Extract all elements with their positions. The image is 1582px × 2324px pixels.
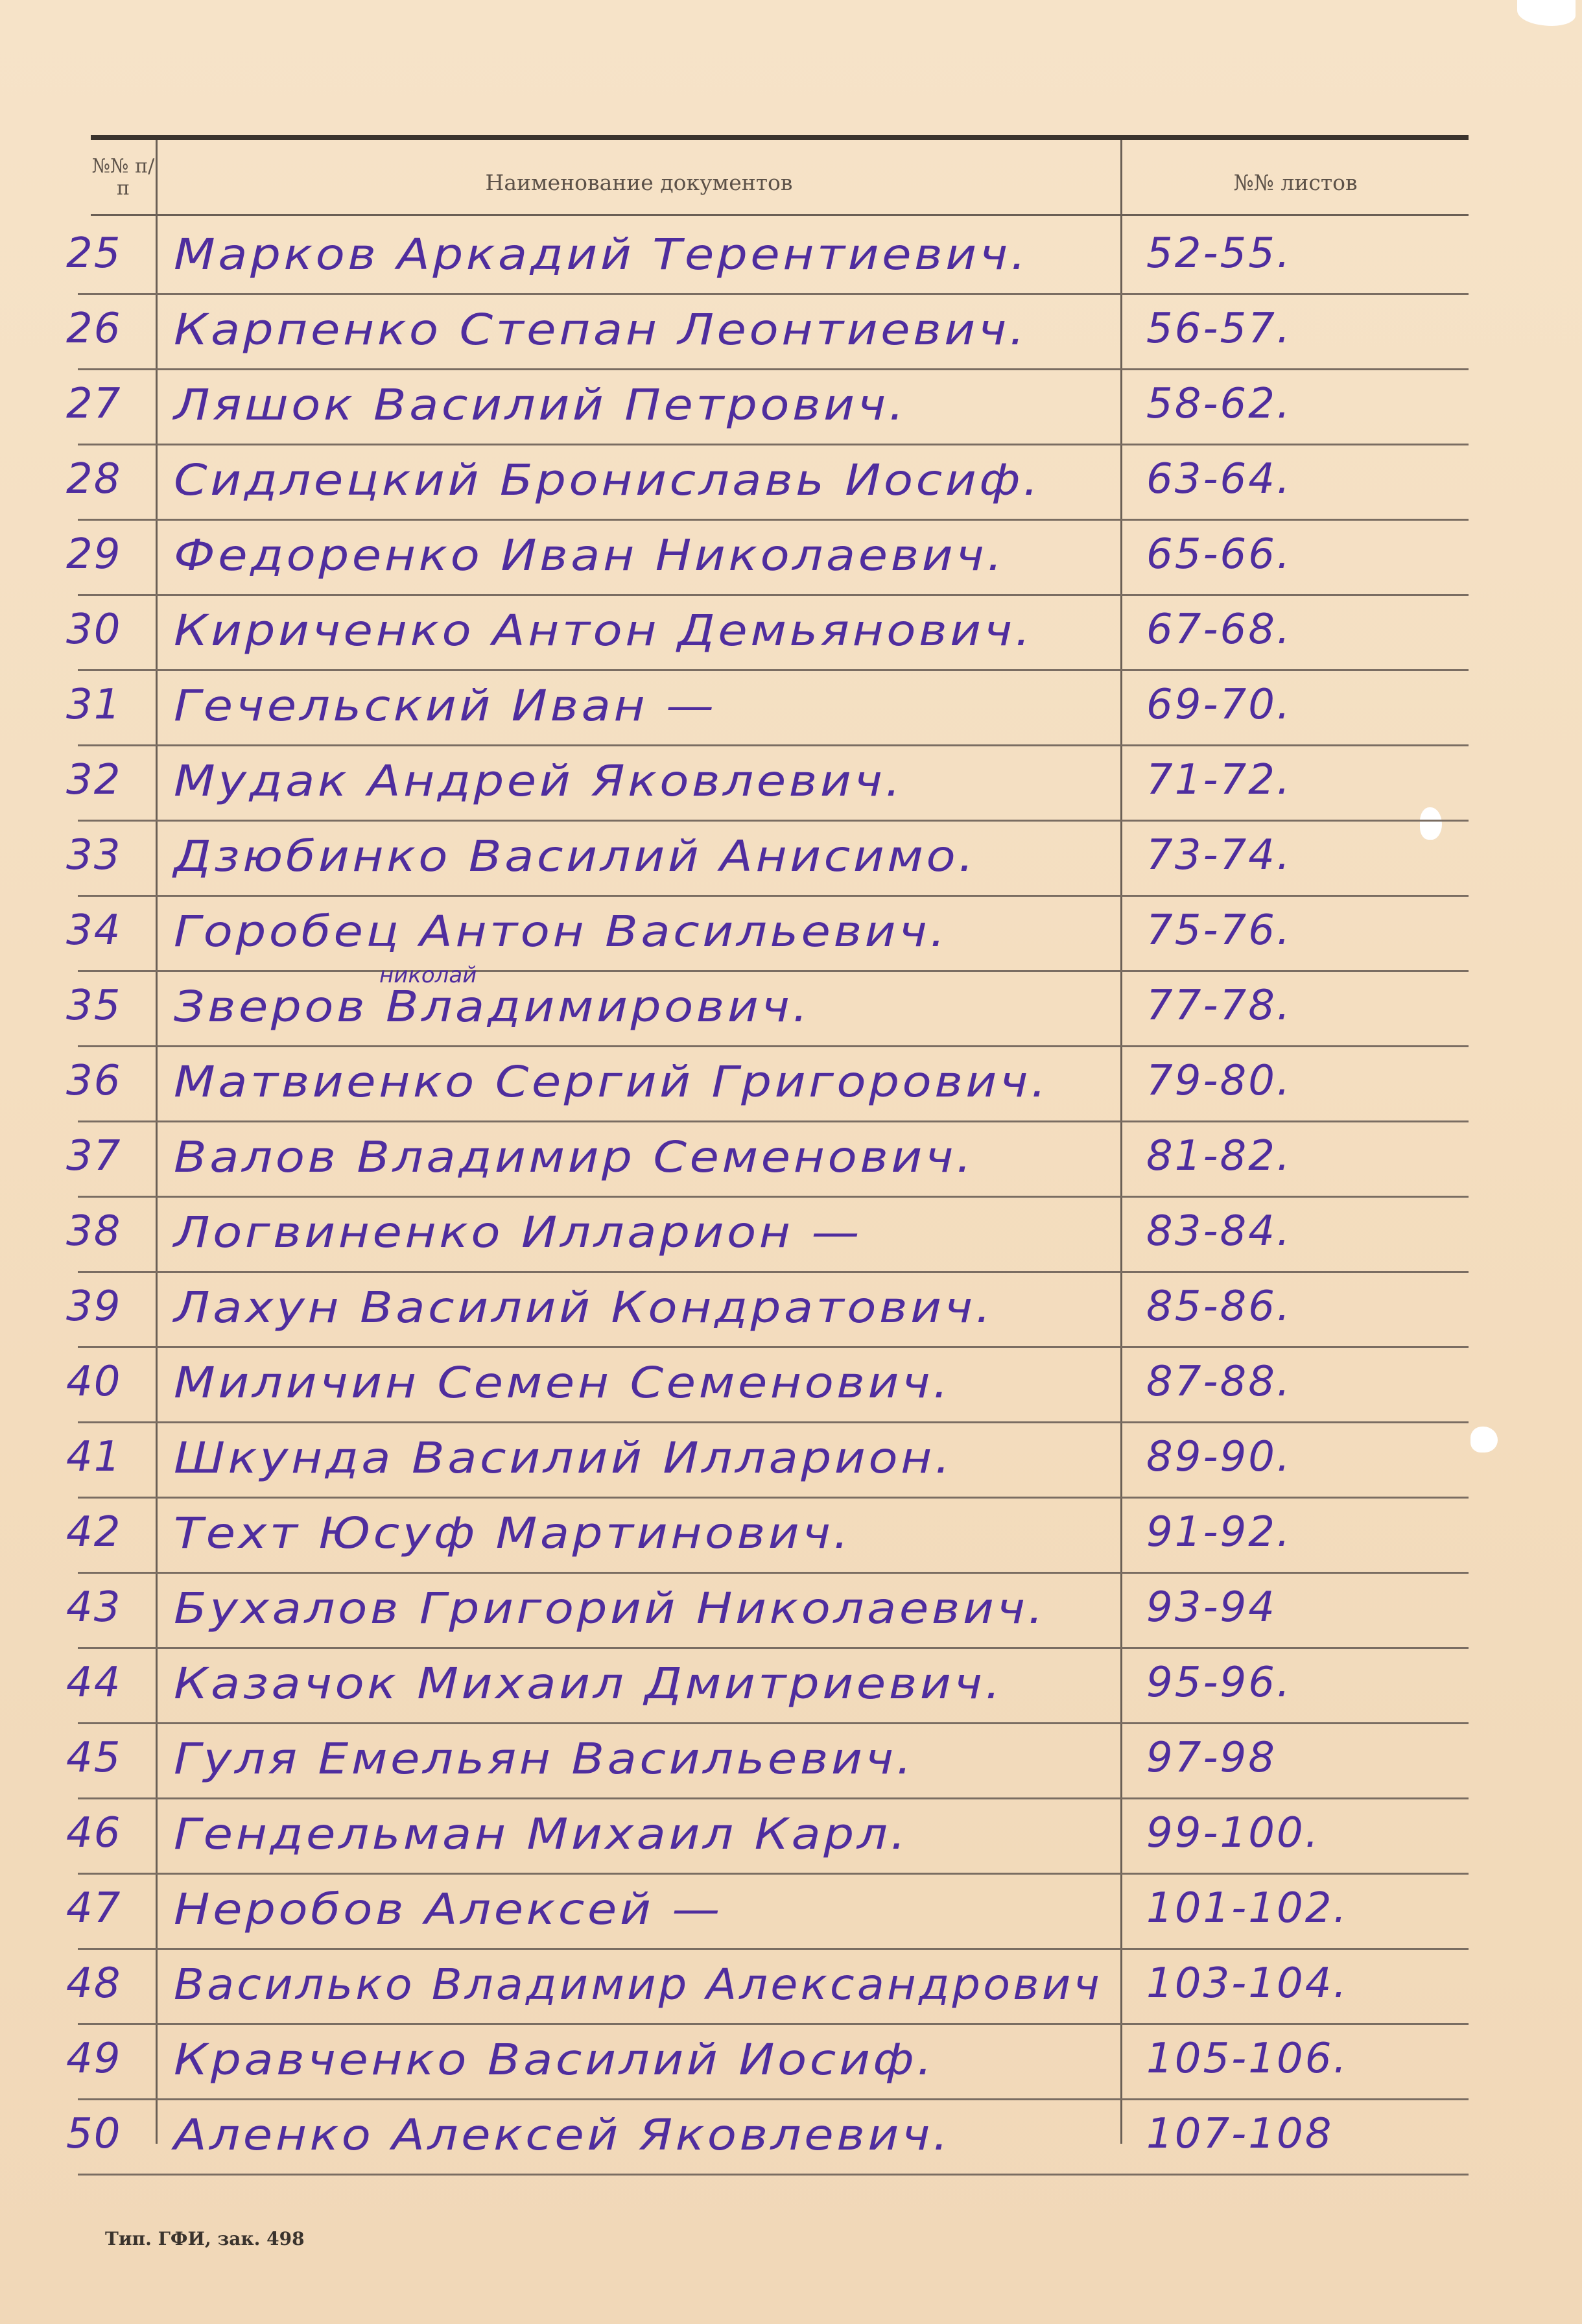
row-document-name: Аленко Алексей Яковлевич. xyxy=(174,2110,951,2160)
row-sheet-range: 79-80. xyxy=(1146,1057,1292,1105)
row-document-name: Ляшок Василий Петрович. xyxy=(174,380,907,430)
table-row xyxy=(0,1123,1582,1198)
row-rule xyxy=(78,1948,156,1950)
row-number: 32 xyxy=(66,756,122,804)
table-row xyxy=(0,220,1582,296)
row-rule xyxy=(156,1572,1469,1574)
row-sheet-range: 58-62. xyxy=(1146,380,1292,428)
row-rule xyxy=(156,1797,1469,1799)
row-sheet-range: 63-64. xyxy=(1146,455,1292,503)
row-number: 33 xyxy=(66,831,122,879)
table-header-rule xyxy=(91,214,1469,216)
row-document-name: Гендельман Михаил Карл. xyxy=(174,1809,909,1859)
row-number: 36 xyxy=(66,1057,122,1105)
table-row xyxy=(0,521,1582,597)
table-row xyxy=(0,822,1582,897)
row-rule xyxy=(78,594,156,596)
table-row xyxy=(0,1650,1582,1725)
row-rule xyxy=(78,1120,156,1122)
table-row xyxy=(0,2101,1582,2176)
insertion-note: николай xyxy=(379,962,477,988)
row-rule xyxy=(156,368,1469,370)
row-rule xyxy=(156,1722,1469,1724)
row-document-name: Казачок Михаил Дмитриевич. xyxy=(174,1659,1004,1709)
row-rule xyxy=(156,594,1469,596)
row-sheet-range: 95-96. xyxy=(1146,1659,1292,1707)
row-rule xyxy=(156,1497,1469,1499)
column-header-documents: Наименование документов xyxy=(485,170,793,195)
row-number: 42 xyxy=(66,1508,122,1556)
row-rule xyxy=(156,2098,1469,2100)
table-row xyxy=(0,1950,1582,2026)
row-document-name: Матвиенко Сергий Григорович. xyxy=(174,1057,1049,1107)
row-number: 30 xyxy=(66,606,122,654)
row-rule xyxy=(78,669,156,671)
page-hole xyxy=(1517,0,1576,26)
row-rule xyxy=(78,970,156,972)
row-rule xyxy=(156,669,1469,671)
table-row xyxy=(0,597,1582,672)
row-document-name: Сидлецкий Брониславь Иосиф. xyxy=(174,455,1041,505)
row-document-name: Федоренко Иван Николаевич. xyxy=(174,530,1006,580)
table-row xyxy=(0,1725,1582,1800)
row-rule xyxy=(78,1497,156,1499)
row-number: 35 xyxy=(66,982,122,1030)
row-sheet-range: 75-76. xyxy=(1146,907,1292,954)
row-document-name: Гуля Емельян Васильевич. xyxy=(174,1734,915,1784)
row-number: 38 xyxy=(66,1207,122,1255)
row-document-name: Карпенко Степан Леонтиевич. xyxy=(174,305,1028,355)
row-rule xyxy=(156,2174,1469,2176)
table-row xyxy=(0,1499,1582,1574)
row-rule xyxy=(156,1948,1469,1950)
row-sheet-range: 107-108 xyxy=(1146,2110,1334,2158)
row-rule xyxy=(156,1120,1469,1122)
row-document-name: Логвиненко Илларион — xyxy=(174,1207,862,1257)
row-rule xyxy=(78,1797,156,1799)
row-sheet-range: 105-106. xyxy=(1146,2035,1349,2083)
row-rule xyxy=(156,1873,1469,1875)
row-number: 45 xyxy=(66,1734,122,1782)
row-rule xyxy=(78,1647,156,1649)
row-rule xyxy=(156,1346,1469,1348)
row-rule xyxy=(78,1421,156,1423)
row-sheet-range: 56-57. xyxy=(1146,305,1292,353)
row-sheet-range: 71-72. xyxy=(1146,756,1292,804)
row-rule xyxy=(156,1271,1469,1273)
table-row xyxy=(0,296,1582,371)
row-rule xyxy=(78,1572,156,1574)
row-number: 49 xyxy=(66,2035,122,2083)
row-document-name: Миличин Семен Семенович. xyxy=(174,1358,951,1408)
table-row xyxy=(0,1198,1582,1274)
row-rule xyxy=(78,895,156,897)
row-document-name: Кравченко Василий Иосиф. xyxy=(174,2035,936,2085)
row-number: 43 xyxy=(66,1583,122,1631)
row-sheet-range: 99-100. xyxy=(1146,1809,1321,1857)
row-number: 50 xyxy=(66,2110,122,2158)
row-number: 44 xyxy=(66,1659,122,1707)
row-rule xyxy=(156,1196,1469,1198)
row-number: 47 xyxy=(66,1884,122,1932)
row-number: 29 xyxy=(66,530,122,578)
row-document-name: Лахун Василий Кондратович. xyxy=(174,1283,994,1333)
table-row xyxy=(0,747,1582,822)
row-rule xyxy=(78,1722,156,1724)
row-number: 27 xyxy=(66,380,122,428)
row-number: 28 xyxy=(66,455,122,503)
row-number: 46 xyxy=(66,1809,122,1857)
row-rule xyxy=(78,444,156,445)
row-sheet-range: 87-88. xyxy=(1146,1358,1292,1406)
table-row xyxy=(0,1875,1582,1950)
row-rule xyxy=(78,2174,156,2176)
row-rule xyxy=(78,2023,156,2025)
row-document-name: Гечельский Иван — xyxy=(174,681,717,731)
print-imprint: Тип. ГФИ, зак. 498 xyxy=(105,2228,305,2249)
row-number: 26 xyxy=(66,305,122,353)
table-row xyxy=(0,973,1582,1048)
row-number: 31 xyxy=(66,681,122,729)
row-rule xyxy=(78,1271,156,1273)
row-rule xyxy=(156,444,1469,445)
row-sheet-range: 52-55. xyxy=(1146,230,1292,278)
row-document-name: Валов Владимир Семенович. xyxy=(174,1132,974,1182)
row-rule xyxy=(156,293,1469,295)
row-sheet-range: 89-90. xyxy=(1146,1433,1292,1481)
row-document-name: Марков Аркадий Терентиевич. xyxy=(174,230,1029,279)
row-sheet-range: 101-102. xyxy=(1146,1884,1349,1932)
row-sheet-range: 69-70. xyxy=(1146,681,1292,729)
column-header-sheets: №№ листов xyxy=(1233,170,1358,195)
table-top-rule xyxy=(91,135,1469,140)
table-row xyxy=(0,1274,1582,1349)
row-number: 34 xyxy=(66,907,122,954)
table-row xyxy=(0,1048,1582,1123)
row-number: 48 xyxy=(66,1960,122,2008)
row-document-name: Василько Владимир Александрович xyxy=(174,1960,1103,2010)
row-sheet-range: 77-78. xyxy=(1146,982,1292,1030)
row-sheet-range: 97-98 xyxy=(1146,1734,1277,1782)
table-row xyxy=(0,1574,1582,1650)
row-rule xyxy=(156,2023,1469,2025)
row-document-name: Неробов Алексей — xyxy=(174,1884,723,1934)
row-number: 37 xyxy=(66,1132,122,1180)
row-sheet-range: 85-86. xyxy=(1146,1283,1292,1331)
row-sheet-range: 103-104. xyxy=(1146,1960,1349,2008)
row-rule xyxy=(156,820,1469,822)
row-rule xyxy=(78,1346,156,1348)
column-header-number: №№ п/п xyxy=(91,155,155,200)
row-document-name: Дзюбинко Василий Анисимо. xyxy=(174,831,977,881)
table-row xyxy=(0,446,1582,521)
row-number: 40 xyxy=(66,1358,122,1406)
table-row xyxy=(0,1349,1582,1424)
row-sheet-range: 93-94 xyxy=(1146,1583,1277,1631)
row-rule xyxy=(156,1045,1469,1047)
row-document-name: Зверов Владимирович. xyxy=(174,982,811,1032)
row-sheet-range: 91-92. xyxy=(1146,1508,1292,1556)
row-rule xyxy=(156,744,1469,746)
row-rule xyxy=(78,820,156,822)
table-row xyxy=(0,672,1582,747)
row-document-name: Мудак Андрей Яковлевич. xyxy=(174,756,904,806)
row-rule xyxy=(156,1647,1469,1649)
row-rule xyxy=(156,895,1469,897)
table-row xyxy=(0,2026,1582,2101)
row-rule xyxy=(78,1045,156,1047)
row-sheet-range: 83-84. xyxy=(1146,1207,1292,1255)
row-rule xyxy=(156,970,1469,972)
row-rule xyxy=(156,1421,1469,1423)
row-rule xyxy=(78,1196,156,1198)
row-rule xyxy=(78,293,156,295)
row-document-name: Кириченко Антон Демьянович. xyxy=(174,606,1033,656)
row-document-name: Шкунда Василий Илларион. xyxy=(174,1433,953,1483)
row-rule xyxy=(78,519,156,521)
row-document-name: Техт Юсуф Мартинович. xyxy=(174,1508,852,1558)
row-number: 39 xyxy=(66,1283,122,1331)
row-document-name: Горобец Антон Васильевич. xyxy=(174,907,949,956)
table-row xyxy=(0,1800,1582,1875)
row-sheet-range: 81-82. xyxy=(1146,1132,1292,1180)
row-rule xyxy=(78,1873,156,1875)
row-sheet-range: 67-68. xyxy=(1146,606,1292,654)
table-row xyxy=(0,897,1582,973)
row-rule xyxy=(156,519,1469,521)
row-rule xyxy=(78,2098,156,2100)
row-rule xyxy=(78,744,156,746)
row-rule xyxy=(78,368,156,370)
table-row xyxy=(0,1424,1582,1499)
row-number: 25 xyxy=(66,230,122,278)
row-sheet-range: 65-66. xyxy=(1146,530,1292,578)
row-number: 41 xyxy=(66,1433,122,1481)
table-row xyxy=(0,371,1582,446)
row-document-name: Бухалов Григорий Николаевич. xyxy=(174,1583,1046,1633)
row-sheet-range: 73-74. xyxy=(1146,831,1292,879)
